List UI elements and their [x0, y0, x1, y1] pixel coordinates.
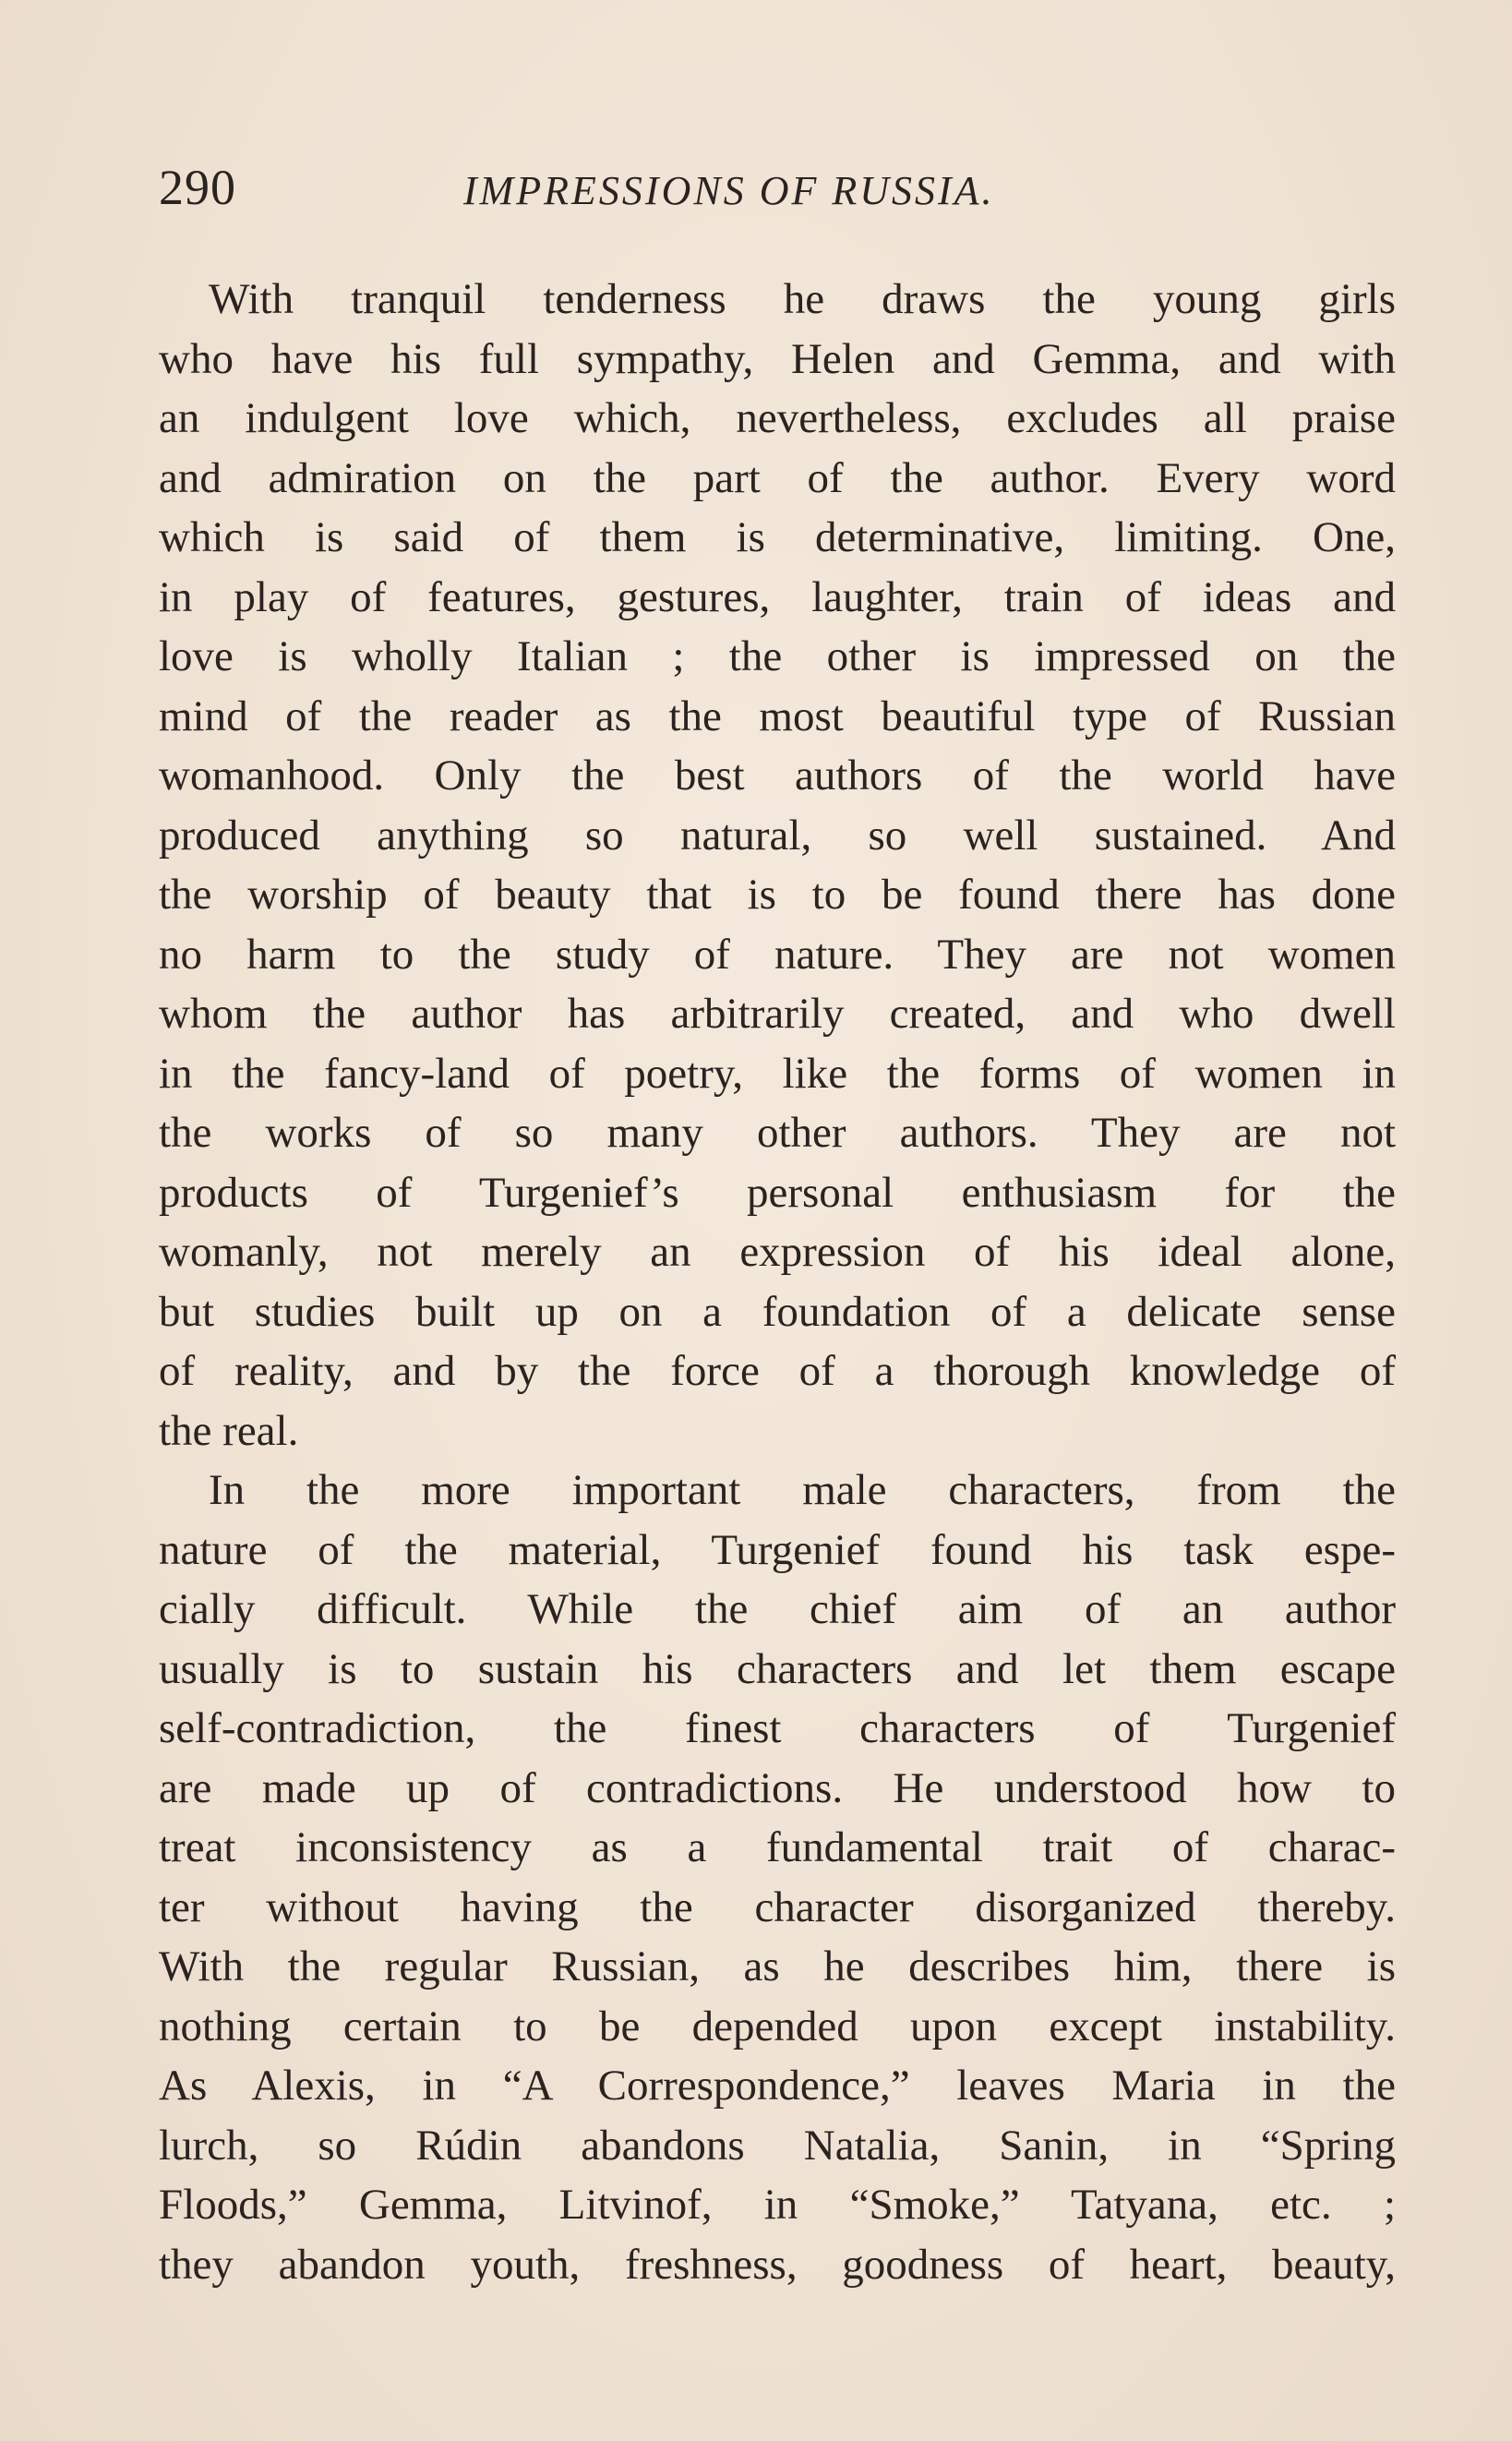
text-line: lurch, so Rúdin abandons Natalia, Sanin, in “Spring [159, 2121, 1396, 2170]
text-line: they abandon youth, freshness, goodness of heart, beauty, [159, 2240, 1396, 2289]
text-line: an indulgent love which, nevertheless, excludes all praise [159, 394, 1396, 442]
text-line: treat inconsistency as a fundamental trait of charac- [159, 1823, 1396, 1871]
text-line: of reality, and by the force of a thorough knowledge of [159, 1347, 1396, 1395]
text-line: produced anything so natural, so well sustained. And [159, 811, 1396, 860]
text-line: in play of features, gestures, laughter, train of ideas and [159, 572, 1396, 621]
text-line: In the more important male characters, from the [209, 1466, 1396, 1514]
text-line: no harm to the study of nature. They are not women [159, 930, 1396, 979]
running-head [159, 155, 1396, 220]
text-line: love is wholly Italian ; the other is impressed on the [159, 632, 1396, 680]
text-line: and admiration on the part of the author. Every word [159, 453, 1396, 502]
text-line: the real. [159, 1406, 299, 1455]
text-line: womanly, not merely an expression of his ideal alone, [159, 1228, 1396, 1276]
text-line: in the fancy-land of poetry, like the forms of women in [159, 1049, 1396, 1098]
body-text [159, 270, 1396, 2294]
text-line: mind of the reader as the most beautiful type of Russian [159, 691, 1396, 740]
text-line: products of Turgenief’s personal enthusiasm for the [159, 1168, 1396, 1217]
text-line: Floods,” Gemma, Litvinof, in “Smoke,” Tatyana, etc. ; [159, 2181, 1396, 2229]
text-line: are made up of contradictions. He understood how to [159, 1763, 1396, 1812]
text-line: whom the author has arbitrarily created, and who dwell [159, 990, 1396, 1038]
text-line: nothing certain to be depended upon except instability. [159, 2002, 1396, 2050]
text-line: cially difficult. While the chief aim of an author [159, 1585, 1396, 1633]
text-line: ter without having the character disorganized thereby. [159, 1882, 1396, 1931]
text-line: With the regular Russian, as he describes him, there is [159, 1942, 1396, 1990]
text-line: who have his full sympathy, Helen and Gemma, and with [159, 334, 1396, 383]
text-line: With tranquil tenderness he draws the young girls [209, 275, 1396, 323]
text-line: self-contradiction, the finest characters of Turgenief [159, 1704, 1396, 1752]
text-line: the works of so many other authors. They are not [159, 1109, 1396, 1157]
text-line: nature of the material, Turgenief found his task espe- [159, 1525, 1396, 1574]
text-line: the worship of beauty that is to be found there has done [159, 871, 1396, 919]
running-title: IMPRESSIONS OF RUSSIA. [463, 168, 995, 213]
text-line: usually is to sustain his characters and let them escape [159, 1644, 1396, 1693]
text-line: which is said of them is determinative, limiting. One, [159, 513, 1396, 561]
text-line: womanhood. Only the best authors of the world have [159, 752, 1396, 800]
text-line: but studies built up on a foundation of a delicate sense [159, 1287, 1396, 1336]
text-line: As Alexis, in “A Correspondence,” leaves Maria in the [159, 2062, 1396, 2110]
page-number: 290 [159, 160, 236, 215]
